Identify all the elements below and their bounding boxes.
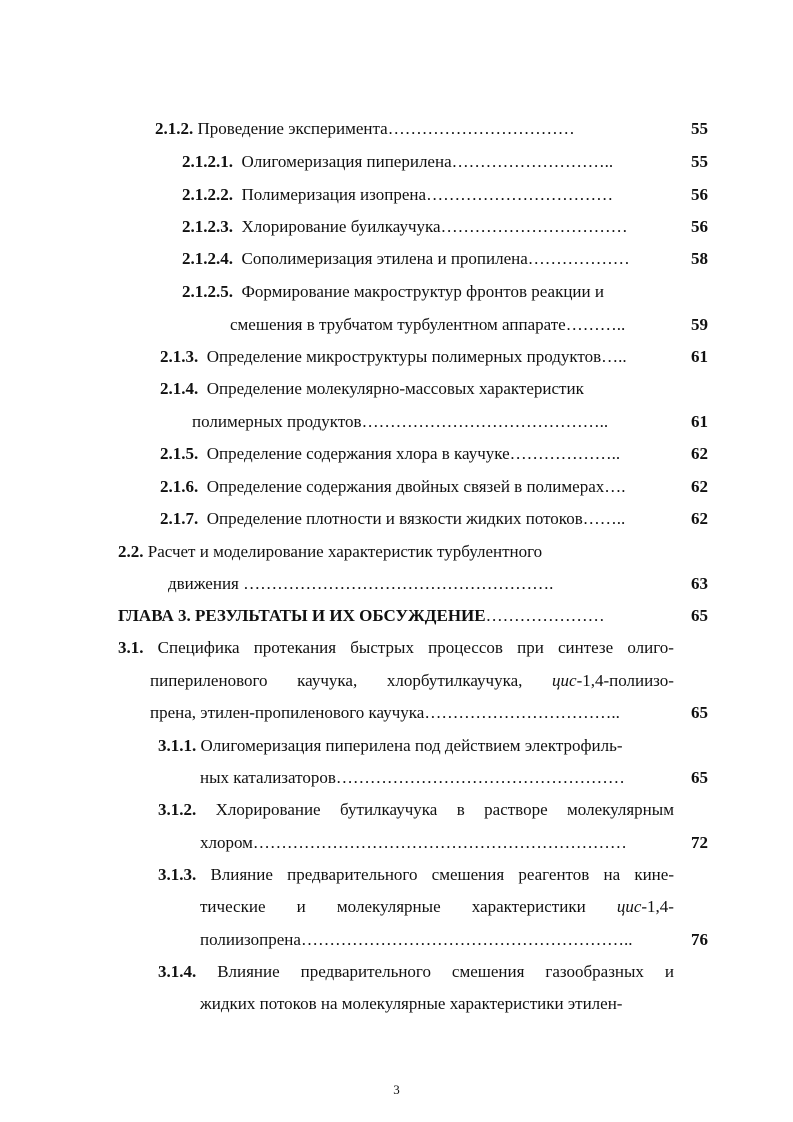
toc-word: и [296, 897, 306, 916]
toc-entry-2-1-5 [160, 443, 620, 465]
toc-word: процессов [428, 638, 503, 657]
toc-title: Определение содержания хлора в каучуке [206, 444, 510, 463]
toc-number: 2.1.2.3. [182, 217, 233, 236]
toc-word: предварительного [287, 865, 418, 884]
toc-number: 3.1.1. [158, 736, 197, 755]
toc-entry-2-1-2-2 [182, 184, 613, 206]
chapter-title: ГЛАВА 3. РЕЗУЛЬТАТЫ И ИХ ОБСУЖДЕНИЕ [118, 606, 486, 625]
toc-number: 3.1.2. [158, 800, 197, 819]
toc-title: Определение молекулярно-массовых характеристик [206, 379, 584, 398]
toc-leader: ………………………………………………. [238, 574, 554, 593]
toc-entry-2-1-2 [155, 118, 575, 140]
toc-leader: …………………………………………… [335, 768, 625, 787]
toc-title: ных катализаторов [200, 768, 336, 787]
toc-title: Олигомеризация пиперилена [241, 152, 452, 171]
toc-word: молекулярным [567, 800, 674, 819]
toc-leader: ……………………….. [451, 152, 614, 171]
toc-number: 2.1.6. [160, 477, 199, 496]
toc-leader: ………………………………………………………… [252, 833, 627, 852]
toc-page-number: 62 [691, 509, 708, 528]
toc-word: -1,4- [641, 897, 674, 916]
toc-entry-continuation [192, 411, 608, 433]
toc-title: Определение микроструктуры полимерных продуктов [206, 347, 602, 366]
toc-title: Хлорирование буилкаучука [241, 217, 441, 236]
toc-entry-continuation [200, 767, 625, 789]
toc-leader: ……………….. [509, 444, 621, 463]
toc-word: протекания [253, 638, 337, 657]
toc-word: Специфика [157, 638, 240, 657]
toc-title: Сополимеризация этилена и пропилена [241, 249, 528, 268]
toc-word: предварительного [300, 962, 431, 981]
toc-title: смешения в трубчатом турбулентном аппарате [230, 315, 566, 334]
toc-title: Расчет и моделирование характеристик турбулентного [147, 542, 543, 561]
toc-leader: …………………………………….. [361, 412, 609, 431]
toc-title: полиизопрена [200, 930, 301, 949]
toc-word: смешения [451, 962, 525, 981]
toc-entry-2-1-2-5 [182, 281, 604, 303]
toc-page-number: 65 [691, 768, 708, 787]
toc-number: 2.1.2. [155, 119, 194, 138]
toc-title: полимерных продуктов [192, 412, 362, 431]
toc-page-number: 61 [691, 412, 708, 431]
toc-number: 3.1. [118, 638, 144, 657]
toc-page-number: 62 [691, 477, 708, 496]
toc-leader: ………………………………………………….. [300, 930, 633, 949]
toc-entry-continuation [200, 832, 627, 854]
toc-number: 3.1.3. [158, 865, 197, 884]
toc-leader: …. [604, 477, 626, 496]
toc-title: Определение содержания двойных связей в полимерах [206, 477, 605, 496]
toc-number: 2.1.2.1. [182, 152, 233, 171]
toc-entry-continuation [168, 573, 553, 595]
toc-page-number: 62 [691, 444, 708, 463]
toc-word: бутилкаучука [340, 800, 438, 819]
toc-title: жидких потоков на молекулярные характеристики этилен- [200, 994, 623, 1013]
toc-word: в [456, 800, 465, 819]
toc-word: и [664, 962, 674, 981]
toc-leader: ………………… [485, 606, 605, 625]
toc-word: пипериленового [150, 671, 268, 690]
toc-entry-2-1-3 [160, 346, 627, 368]
toc-page-number: 56 [691, 217, 708, 236]
toc-number: 2.1.2.5. [182, 282, 233, 301]
toc-page-number: 55 [691, 152, 708, 171]
toc-word: Влияние [210, 865, 273, 884]
toc-word: молекулярные [336, 897, 441, 916]
toc-entry-2-1-7 [160, 508, 625, 530]
toc-word: Хлорирование [215, 800, 321, 819]
toc-number: 2.1.7. [160, 509, 199, 528]
toc-entry-continuation [230, 314, 625, 336]
toc-word: хлорбутилкаучука, [386, 671, 523, 690]
toc-page-number: 65 [691, 703, 708, 722]
toc-chapter-3 [118, 605, 605, 627]
toc-entry-2-1-2-4 [182, 248, 630, 270]
toc-leader: ……………… [527, 249, 630, 268]
toc-page-number: 72 [691, 833, 708, 852]
toc-number: 2.1.5. [160, 444, 199, 463]
toc-page-number: 63 [691, 574, 708, 593]
toc-page-number: 56 [691, 185, 708, 204]
toc-entry-continuation [150, 702, 620, 724]
toc-entry-continuation [150, 670, 674, 692]
toc-number: 2.1.4. [160, 379, 199, 398]
toc-word: на [603, 865, 621, 884]
toc-page-number: 76 [691, 930, 708, 949]
toc-entry-continuation [200, 993, 622, 1015]
toc-word: реагентов [518, 865, 590, 884]
toc-entry-3-1-3 [158, 864, 674, 886]
toc-title: хлором [200, 833, 253, 852]
toc-number: 3.1.4. [158, 962, 197, 981]
toc-entry-3-1-4 [158, 961, 674, 983]
toc-page-number: 55 [691, 119, 708, 138]
toc-entry-2-1-6 [160, 476, 626, 498]
toc-page-number: 65 [691, 606, 708, 625]
toc-word: кине- [634, 865, 674, 884]
toc-word: газообразных [545, 962, 644, 981]
toc-page-number: 58 [691, 249, 708, 268]
toc-leader: …………………………… [440, 217, 628, 236]
toc-number: 2.2. [118, 542, 144, 561]
toc-title: прена, этилен-пропиленового каучука [150, 703, 425, 722]
toc-title: Полимеризация изопрена [241, 185, 427, 204]
toc-page-number: 59 [691, 315, 708, 334]
toc-word: растворе [484, 800, 548, 819]
toc-number: 2.1.3. [160, 347, 199, 366]
toc-number: 2.1.2.2. [182, 185, 233, 204]
toc-italic: цис [616, 897, 642, 916]
toc-entry-continuation [200, 929, 632, 951]
toc-entry-3-1 [118, 637, 674, 659]
toc-title: Формирование макроструктур фронтов реакции и [241, 282, 604, 301]
toc-title: Проведение эксперимента [197, 119, 388, 138]
toc-word: Влияние [217, 962, 280, 981]
page-number-footer: 3 [393, 1082, 400, 1097]
toc-leader: …………………………… [426, 185, 614, 204]
toc-leader: …………………………… [387, 119, 575, 138]
toc-page-number: 61 [691, 347, 708, 366]
toc-title: Определение плотности и вязкости жидких потоков [206, 509, 583, 528]
toc-word: характеристики [471, 897, 586, 916]
toc-entry-2-1-4 [160, 378, 584, 400]
toc-word: олиго- [627, 638, 674, 657]
toc-entry-2-2 [118, 541, 542, 563]
toc-word: синтезе [557, 638, 614, 657]
toc-entry-3-1-2 [158, 799, 674, 821]
toc-entry-continuation [200, 896, 674, 918]
toc-leader: ….. [601, 347, 627, 366]
toc-title: Олигомеризация пиперилена под действием электрофиль- [200, 736, 623, 755]
toc-number: 2.1.2.4. [182, 249, 233, 268]
toc-leader: …….. [582, 509, 626, 528]
toc-word: смешения [431, 865, 505, 884]
toc-title: движения [168, 574, 239, 593]
toc-leader: ……….. [565, 315, 626, 334]
toc-word: каучука, [297, 671, 358, 690]
toc-italic: цис [552, 671, 577, 690]
toc-word: -1,4-полиизо- [576, 671, 674, 690]
toc-word: тические [200, 897, 266, 916]
toc-entry-3-1-1 [158, 735, 623, 757]
toc-word: при [517, 638, 544, 657]
toc-entry-2-1-2-1 [182, 151, 613, 173]
toc-entry-2-1-2-3 [182, 216, 628, 238]
toc-word: быстрых [350, 638, 414, 657]
toc-leader: …………………………….. [424, 703, 620, 722]
